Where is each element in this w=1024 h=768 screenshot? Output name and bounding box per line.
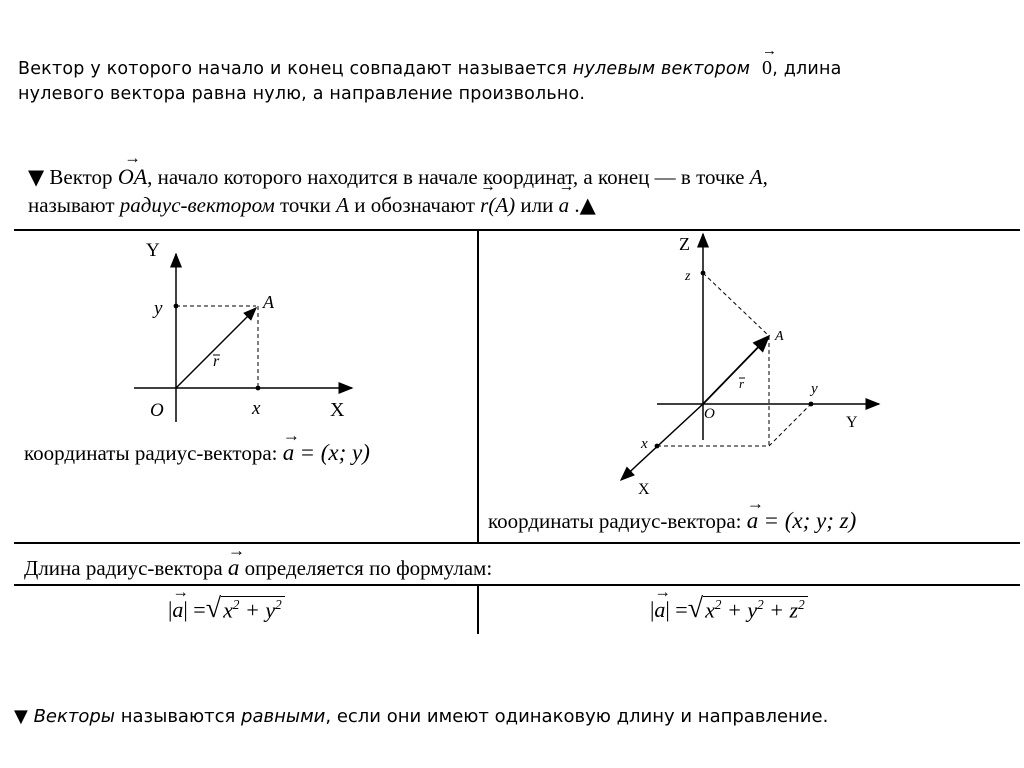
label-origin-3d: O	[704, 406, 715, 422]
diagram-3d	[605, 228, 895, 500]
intro-line-1	[18, 56, 1018, 82]
coords-3d-caption: координаты радиус-вектора: → a = (x; y; z)	[488, 508, 856, 534]
table-divider-upper	[477, 229, 479, 542]
definition-line-2: называют радиус-вектором точки A и обозначают → r(A) или → a .▲	[28, 191, 1018, 219]
diagram-2d	[120, 236, 360, 426]
triangle-down-icon: ▼	[28, 165, 45, 189]
length-caption: Длина радиус-вектора → a определяется по формулам:	[24, 555, 492, 581]
definition-line-1: ▼ Вектор → OA, начало которого находится в начале координат, а конец — в точке A,	[28, 163, 1018, 191]
zero-vector-symbol: → 0	[762, 56, 772, 81]
vector-oa: → OA	[118, 163, 147, 191]
point-x-3d	[655, 444, 660, 449]
equal-vectors-paragraph: ▼ Векторы называются равными, если они имеют одинаковую длину и направление.	[14, 706, 829, 727]
intro-words: Вектор у которого начало и конец совпадают называется нулевым вектором → 0, длина	[18, 56, 842, 82]
label-vector-r: r	[213, 353, 220, 370]
label-tick-x: x	[252, 398, 261, 419]
label-tick-y: y	[154, 298, 163, 319]
point-z	[701, 271, 706, 276]
x-axis-3d	[621, 404, 703, 480]
table-formula-border	[14, 584, 1020, 586]
proj-foot-y	[769, 404, 811, 446]
vector-r: → r	[480, 191, 488, 219]
length-formula-2d: |→ $a| =√x^2 + y^2$	[168, 593, 285, 625]
radius-vector-3d	[703, 336, 769, 404]
label-tick-x-3d: x	[641, 436, 648, 452]
label-x-axis: X	[330, 399, 345, 421]
label-vector-r-3d: r	[739, 376, 745, 391]
vector-a: → a	[559, 191, 570, 219]
radius-vector-2d	[176, 308, 256, 388]
label-point-a-3d: A	[775, 329, 784, 344]
label-point-a: A	[263, 292, 274, 312]
table-divider-lower	[477, 584, 479, 634]
label-origin: O	[150, 400, 164, 421]
label-tick-y-3d: y	[811, 381, 818, 397]
point-y-3d	[809, 402, 814, 407]
proj-z-a	[703, 273, 769, 336]
triangle-down-icon: ▼	[14, 706, 28, 727]
length-formula-3d: |→ $a| =√x^2 + y^2 + z^2$	[650, 593, 808, 625]
point-y	[174, 304, 179, 309]
table-middle-border	[14, 542, 1020, 544]
label-y-axis-3d: Y	[846, 414, 858, 431]
coords-2d-caption: координаты радиус-вектора: → a = (x; y)	[24, 440, 370, 466]
label-y-axis: Y	[146, 240, 160, 261]
intro-line-2: нулевого вектора равна нулю, а направление произвольно.	[18, 84, 586, 104]
label-tick-z: z	[685, 269, 691, 284]
triangle-up-icon: ▲	[579, 193, 596, 217]
label-z-axis: Z	[679, 234, 690, 254]
definition-paragraph	[28, 163, 1018, 219]
label-x-axis-3d: X	[638, 481, 650, 498]
intro-paragraph	[18, 56, 1018, 107]
point-x	[256, 386, 261, 391]
